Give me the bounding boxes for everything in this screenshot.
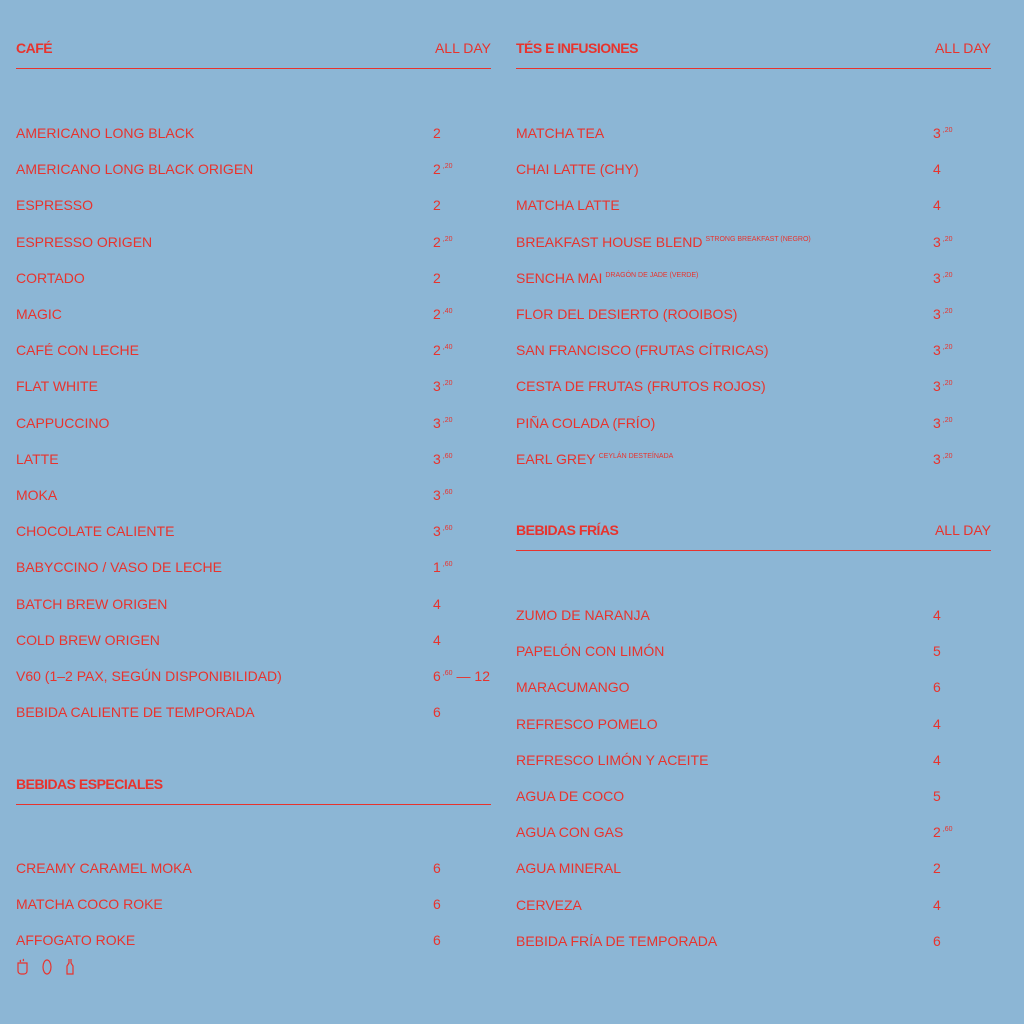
price-value: 2 [933, 824, 941, 841]
menu-item [16, 378, 491, 398]
price-cents: ,20 [942, 235, 953, 243]
item-name [516, 643, 664, 659]
menu-item [16, 704, 491, 724]
menu-item [16, 234, 491, 254]
price-value: 5 [933, 643, 941, 660]
section-header [516, 522, 991, 542]
item-name [16, 896, 163, 912]
item-name [16, 161, 253, 177]
item-name-text: AGUA DE COCO [516, 788, 625, 804]
item-price [933, 716, 941, 732]
item-name [16, 415, 109, 431]
item-name [516, 451, 673, 467]
price-value: 4 [933, 197, 941, 214]
item-name [516, 897, 582, 913]
menu-item [516, 234, 991, 254]
price-cents: ,20 [942, 127, 953, 134]
item-price [433, 896, 441, 912]
section-header [16, 776, 491, 796]
menu-item [516, 161, 991, 181]
price-cents: ,60 [442, 489, 453, 496]
item-name [16, 378, 98, 394]
bottle-icon [64, 958, 78, 981]
item-price [433, 632, 441, 648]
item-name [516, 933, 717, 949]
item-name [16, 668, 282, 684]
menu-item [516, 824, 991, 844]
item-name [516, 716, 658, 732]
item-name [16, 197, 93, 213]
menu-item [16, 270, 491, 290]
section-header [16, 40, 491, 60]
item-name-text: V60 (1–2 PAX, SEGÚN DISPONIBILIDAD) [16, 668, 282, 684]
item-price [933, 752, 941, 768]
section-title: BEBIDAS ESPECIALES [16, 776, 163, 792]
item-price [433, 487, 453, 503]
section-title: BEBIDAS FRÍAS [516, 522, 619, 538]
item-name [16, 306, 62, 322]
menu-item [16, 523, 491, 543]
item-price [433, 523, 453, 539]
item-name-text: MOKA [16, 487, 58, 503]
price-cents: ,40 [442, 308, 453, 315]
item-price [433, 378, 453, 394]
item-name-text: BEBIDA FRÍA DE TEMPORADA [516, 932, 718, 949]
item-price [433, 342, 453, 358]
menu-item [516, 270, 991, 290]
item-note: DRAGÓN DE JADE (VERDE) [605, 271, 699, 279]
price-value: 3 [933, 414, 941, 431]
price-cents: ,20 [442, 163, 453, 171]
section-divider [516, 68, 991, 69]
menu-item [516, 378, 991, 398]
price-value: 4 [933, 896, 941, 913]
item-price [433, 197, 441, 213]
item-name [516, 342, 769, 358]
item-price [933, 306, 953, 322]
item-name [16, 632, 160, 648]
item-name [516, 125, 604, 141]
section-header [516, 40, 991, 60]
price-cents: ,20 [942, 416, 953, 424]
item-name [516, 607, 650, 623]
menu-item [516, 451, 991, 471]
menu-item [516, 342, 991, 362]
price-value: 6 [433, 896, 441, 913]
menu-item [516, 788, 991, 808]
menu-item [516, 933, 991, 953]
price-value: 3 [433, 414, 441, 431]
item-name-text: REFRESCO POMELO [516, 715, 658, 732]
item-name [516, 752, 708, 768]
item-name-text: REFRESCO LIMÓN Y ACEITE [516, 751, 709, 768]
price-value: 4 [933, 161, 941, 178]
item-price [933, 161, 941, 177]
price-value: 2 [433, 342, 441, 359]
section-especiales [16, 776, 491, 956]
price-value: 2 [433, 233, 441, 250]
item-name [516, 824, 623, 840]
price-value: 2 [433, 125, 441, 141]
item-price [933, 234, 953, 250]
price-range-max: — 12 [456, 668, 490, 684]
item-name [16, 704, 255, 720]
item-note: STRONG BREAKFAST (NEGRO) [705, 235, 811, 243]
item-price [933, 125, 953, 141]
price-value: 3 [933, 269, 941, 286]
price-value: 3 [933, 306, 941, 322]
item-name-text: LATTE [16, 450, 59, 467]
item-name [516, 860, 621, 876]
price-value: 6 [433, 932, 441, 949]
price-value: 4 [433, 631, 441, 648]
item-price [933, 415, 953, 431]
item-name [516, 270, 698, 286]
item-name-text: BREAKFAST HOUSE BLEND [516, 233, 703, 250]
menu-item [516, 752, 991, 772]
menu-item [516, 643, 991, 663]
price-value: 2 [433, 269, 441, 286]
item-price [933, 270, 953, 286]
item-name-text: CESTA DE FRUTAS (FRUTOS ROJOS) [516, 378, 766, 395]
price-value: 3 [433, 378, 441, 395]
item-price [433, 451, 453, 467]
item-name [516, 415, 655, 431]
section-tag: ALL DAY [434, 40, 491, 56]
footer-icons [16, 958, 78, 981]
item-name [16, 451, 59, 467]
menu-item [516, 415, 991, 435]
item-name-text: MARACUMANGO [516, 679, 630, 696]
item-price [433, 704, 441, 720]
item-name [16, 932, 135, 948]
section-divider [16, 804, 491, 805]
item-price [433, 596, 441, 612]
item-name-text: ZUMO DE NARANJA [516, 607, 650, 623]
item-price [933, 342, 953, 358]
item-name-text: ESPRESSO ORIGEN [16, 233, 153, 250]
price-value: 2 [933, 860, 941, 877]
price-value: 2 [433, 197, 441, 214]
price-value: 4 [933, 751, 941, 768]
item-name-text: FLOR DEL DESIERTO (ROOIBOS) [516, 306, 738, 322]
item-name [16, 487, 57, 503]
item-name-text: MATCHA COCO ROKE [16, 896, 163, 913]
price-value: 3 [433, 523, 441, 540]
item-price [933, 679, 941, 695]
menu-item [16, 596, 491, 616]
item-name-text: BABYCCINO / VASO DE LECHE [16, 559, 222, 576]
menu-item [16, 342, 491, 362]
coffee-cup-icon [16, 958, 30, 981]
item-name-text: FLAT WHITE [16, 378, 98, 395]
item-name [516, 161, 639, 177]
price-value: 2 [433, 306, 441, 322]
menu-item [16, 306, 491, 326]
price-cents: ,20 [942, 308, 953, 315]
menu-item [516, 125, 991, 145]
item-name-text: BATCH BREW ORIGEN [16, 595, 168, 612]
item-name-text: MATCHA TEA [516, 125, 605, 141]
item-name-text: SENCHA MAI [516, 269, 603, 286]
item-name-text: CHOCOLATE CALIENTE [16, 523, 175, 540]
section-divider [516, 550, 991, 551]
item-name-text: AGUA MINERAL [516, 860, 622, 877]
menu-item [516, 860, 991, 880]
price-cents: ,20 [942, 344, 953, 352]
menu-item [16, 896, 491, 916]
price-value: 6 [933, 932, 941, 949]
menu-item [516, 716, 991, 736]
price-cents: ,60 [442, 561, 453, 569]
price-value: 4 [433, 595, 441, 612]
price-value: 4 [933, 607, 941, 623]
price-cents: ,60 [942, 826, 953, 834]
menu-item [16, 932, 491, 952]
item-name-text: CHAI LATTE (CHY) [516, 161, 639, 178]
section-title: CAFÉ [16, 40, 53, 56]
section-cafe [16, 40, 491, 730]
item-price [933, 897, 941, 913]
price-value: 6 [433, 704, 441, 721]
item-name [16, 234, 152, 250]
item-price [433, 860, 441, 876]
item-name [516, 378, 766, 394]
price-cents: ,20 [942, 452, 953, 460]
section-frias [516, 522, 991, 962]
item-name-text: AMERICANO LONG BLACK [16, 125, 195, 141]
item-price [933, 824, 953, 840]
price-value: 6 [433, 668, 441, 684]
section-tag: ALL DAY [934, 522, 991, 538]
item-name [516, 788, 624, 804]
menu-item [516, 607, 991, 627]
item-name-text: SAN FRANCISCO (FRUTAS CÍTRICAS) [516, 342, 769, 359]
section-tag: ALL DAY [934, 40, 991, 56]
item-price [933, 451, 953, 467]
item-price [433, 270, 441, 286]
menu-item [16, 197, 491, 217]
item-name-text: CAFÉ CON LECHE [16, 342, 139, 359]
item-name-text: AMERICANO LONG BLACK ORIGEN [16, 161, 254, 178]
item-price [433, 932, 441, 948]
price-cents: ,20 [442, 416, 453, 424]
menu-item [516, 306, 991, 326]
item-name-text: ESPRESSO [16, 197, 94, 214]
item-price [933, 607, 941, 623]
menu-item [16, 860, 491, 880]
menu-item [516, 897, 991, 917]
price-value: 4 [933, 715, 941, 732]
menu-item [16, 632, 491, 652]
item-name [16, 596, 167, 612]
item-name [516, 679, 630, 695]
item-price [433, 161, 453, 177]
item-name-text: EARL GREY [516, 450, 596, 467]
price-value: 3 [933, 378, 941, 395]
price-cents: ,20 [442, 380, 453, 388]
price-cents: ,20 [942, 380, 953, 388]
item-name-text: BEBIDA CALIENTE DE TEMPORADA [16, 704, 255, 721]
menu-item [16, 451, 491, 471]
item-name-text: CREAMY CARAMEL MOKA [16, 860, 192, 876]
item-price [433, 234, 453, 250]
item-name-text: MAGIC [16, 306, 62, 322]
item-name-text: AFFOGATO ROKE [16, 932, 136, 949]
item-price [433, 415, 453, 431]
item-name [516, 197, 620, 213]
price-cents: ,20 [442, 235, 453, 243]
price-value: 3 [433, 450, 441, 467]
item-name-text: AGUA CON GAS [516, 824, 624, 841]
menu-item [16, 487, 491, 507]
item-name [16, 860, 192, 876]
price-value: 6 [433, 860, 441, 876]
item-price [433, 668, 490, 684]
menu-item [516, 197, 991, 217]
item-name [516, 306, 737, 322]
item-name-text: CERVEZA [516, 896, 582, 913]
menu-item [16, 161, 491, 181]
item-price [933, 860, 941, 876]
item-name [16, 342, 139, 358]
menu-item [16, 415, 491, 435]
menu-item [516, 679, 991, 699]
price-value: 1 [433, 559, 441, 576]
price-value: 3 [933, 125, 941, 141]
price-cents: ,20 [942, 271, 953, 279]
leaf-icon [40, 958, 54, 981]
price-value: 3 [933, 450, 941, 467]
item-price [433, 125, 441, 141]
item-price [933, 197, 941, 213]
menu-item [16, 559, 491, 579]
item-name [16, 523, 174, 539]
price-value: 2 [433, 161, 441, 178]
price-value: 5 [933, 788, 941, 804]
item-note: CEYLÁN DESTEÍNADA [598, 452, 674, 460]
section-divider [16, 68, 491, 69]
item-price [433, 559, 453, 575]
item-price [933, 643, 941, 659]
item-name [16, 559, 222, 575]
item-name [16, 270, 85, 286]
price-cents: ,60 [442, 525, 453, 533]
price-value: 3 [933, 342, 941, 359]
menu-item [16, 125, 491, 145]
item-name-text: CAPPUCCINO [16, 414, 110, 431]
item-name-text: COLD BREW ORIGEN [16, 631, 160, 648]
price-value: 3 [933, 233, 941, 250]
price-cents: ,60 [442, 670, 453, 677]
item-name-text: CORTADO [16, 269, 85, 286]
item-name [516, 234, 811, 250]
item-name [16, 125, 194, 141]
price-cents: ,60 [442, 452, 453, 460]
menu-item [16, 668, 491, 688]
price-cents: ,40 [442, 344, 453, 352]
section-title: TÉS E INFUSIONES [516, 40, 638, 56]
item-name-text: PIÑA COLADA (FRÍO) [516, 414, 656, 431]
item-name-text: PAPELÓN CON LIMÓN [516, 643, 665, 660]
item-price [433, 306, 453, 322]
price-value: 3 [433, 487, 441, 503]
item-name-text: MATCHA LATTE [516, 197, 620, 214]
item-price [933, 378, 953, 394]
item-price [933, 788, 941, 804]
price-value: 6 [933, 679, 941, 696]
item-price [933, 933, 941, 949]
section-tes [516, 40, 991, 480]
